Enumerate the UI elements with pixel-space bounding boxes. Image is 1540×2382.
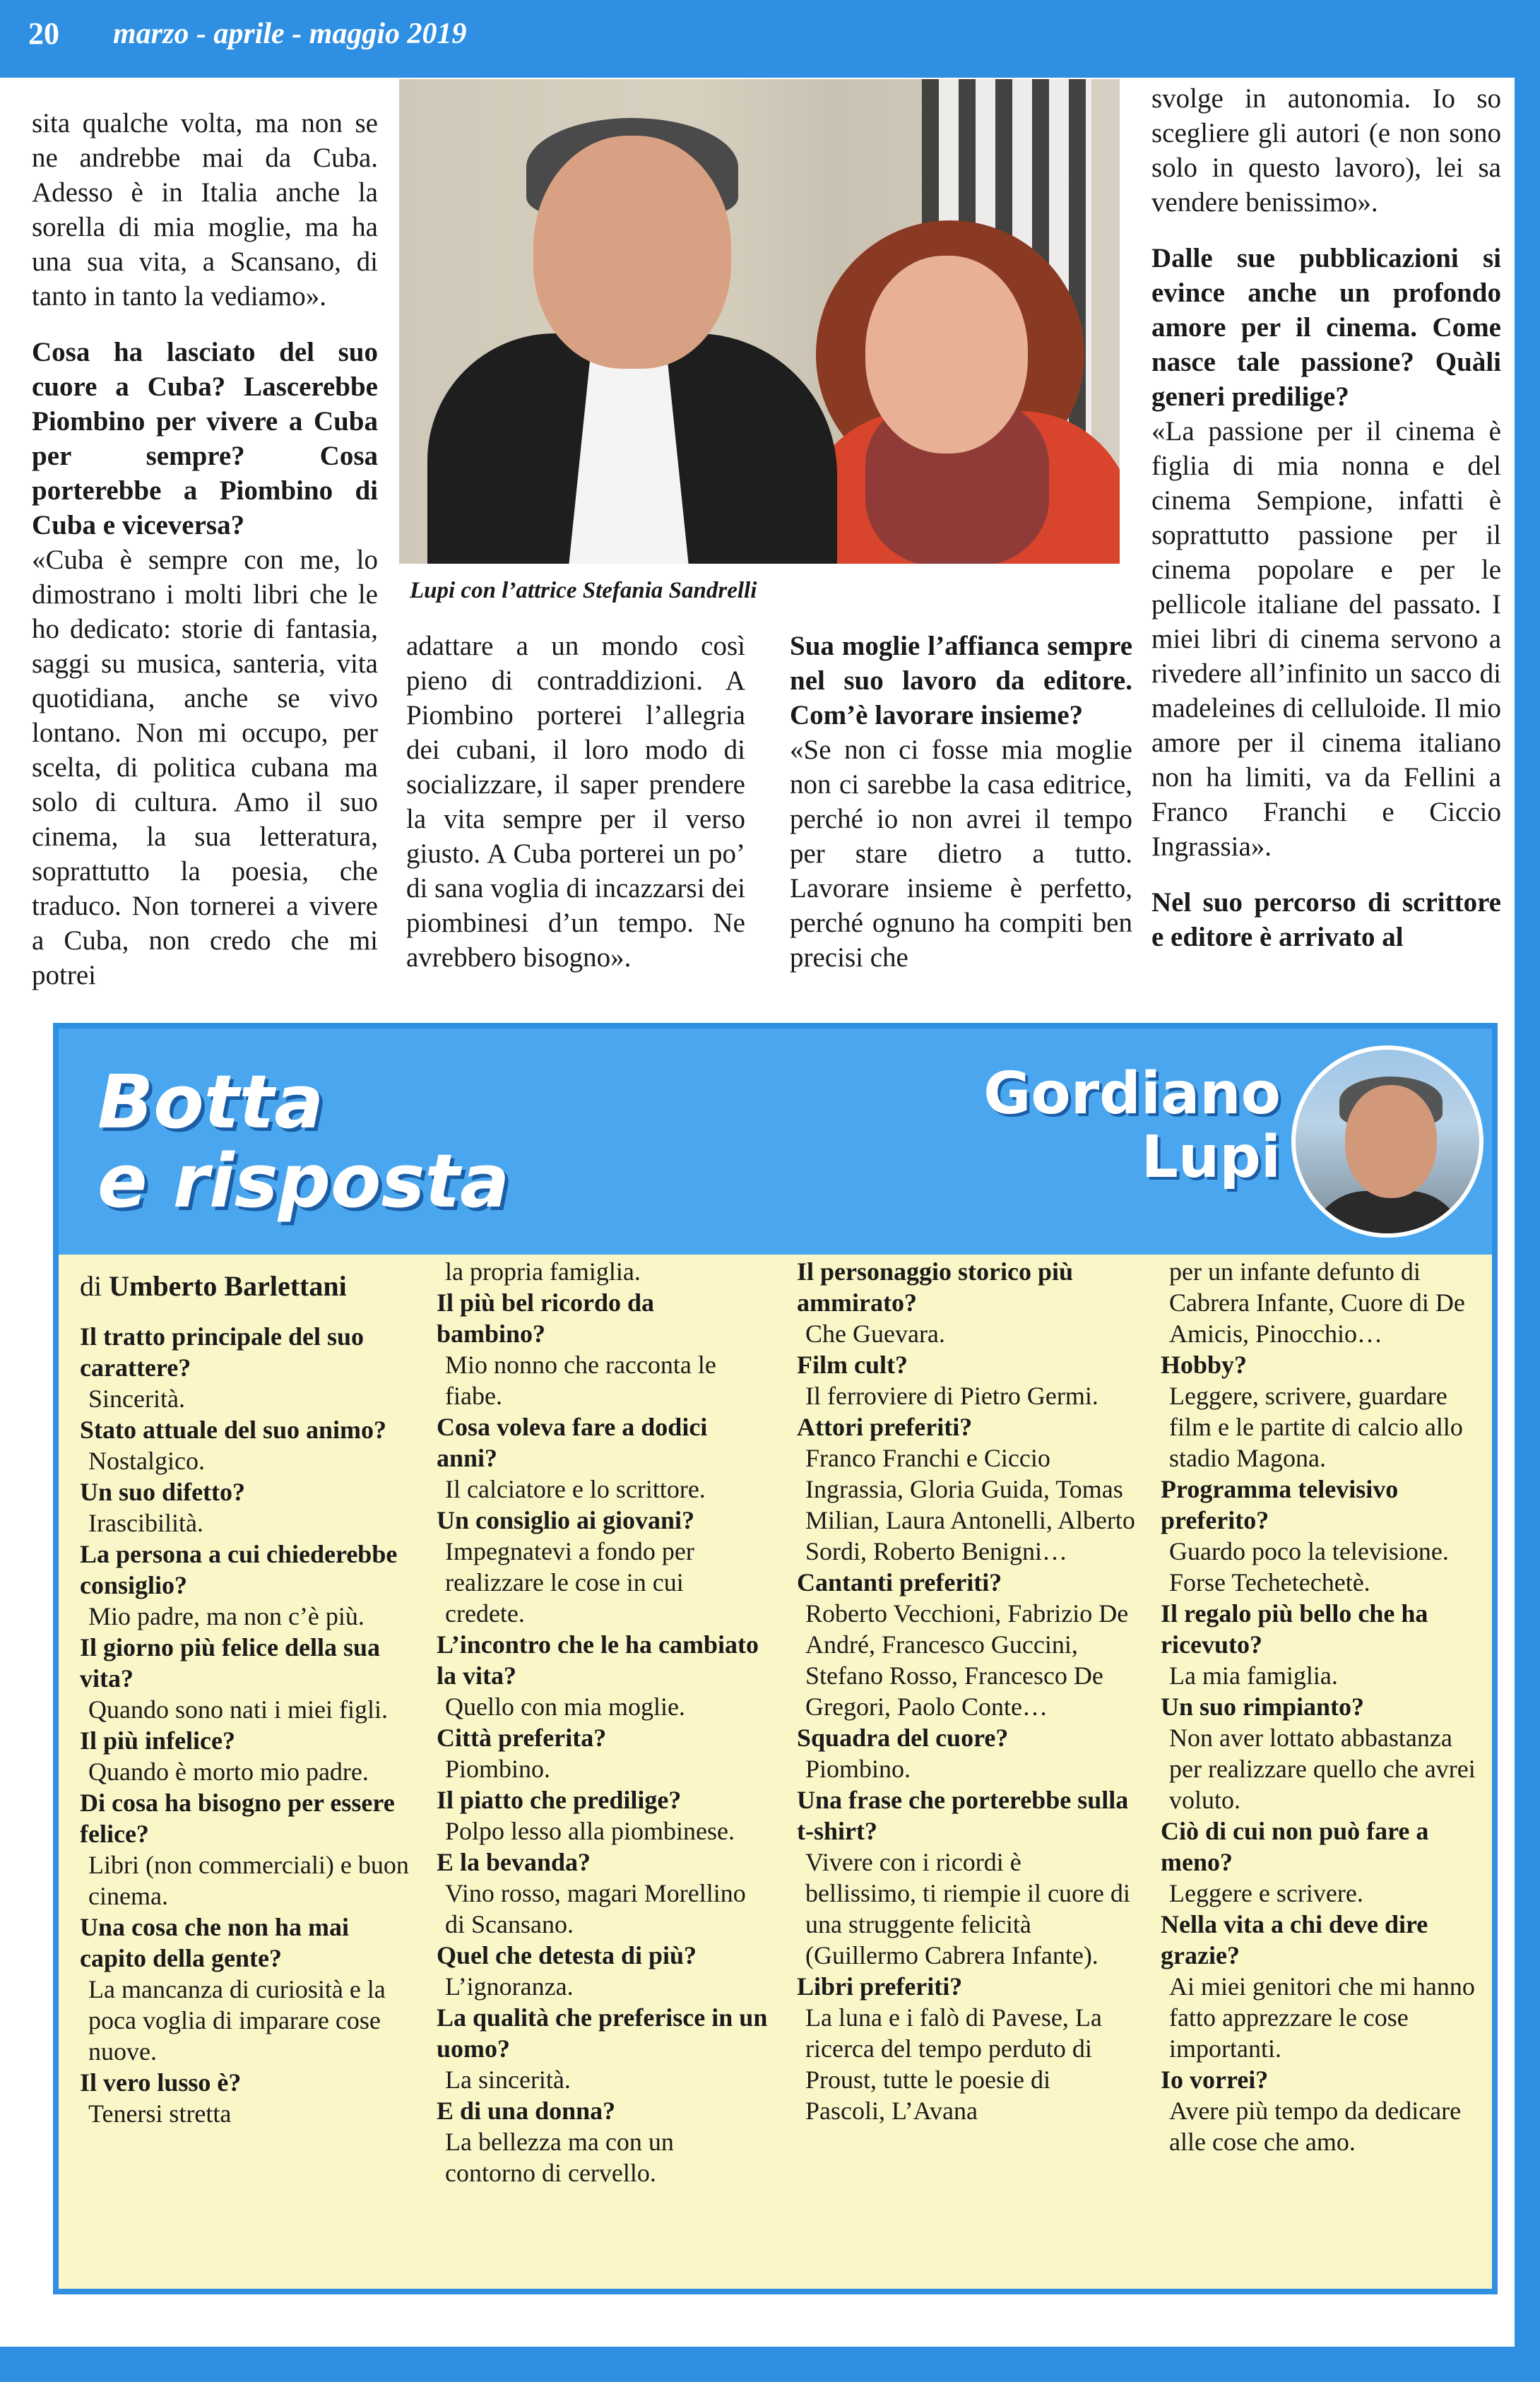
question-text: Film cult? (797, 1351, 908, 1379)
question-text: La qualità che preferisce in un uomo? (437, 2003, 768, 2063)
answer-text: Il calciatore e lo scrittore. (445, 1475, 706, 1503)
answer-text: Il ferroviere di Pietro Germi. (805, 1382, 1098, 1410)
answer-text: Mio padre, ma non c’è più. (88, 1602, 365, 1630)
answer-text: Leggere e scrivere. (1169, 1879, 1363, 1907)
answer-text: per un infante defunto di Cabrera Infante, Cuore di De Amicis, Pinocchio… (1169, 1257, 1465, 1348)
interviewee-name (913, 1062, 1281, 1190)
question-text: Di cosa ha bisogno per essere felice? (80, 1789, 395, 1848)
question-text: Stato attuale del suo animo? (80, 1416, 387, 1444)
answer-text: La sincerità. (445, 2066, 571, 2094)
question-text: Sua moglie l’affianca sempre nel suo lavoro da editore. Com’è lavorare insieme? (790, 631, 1132, 730)
question-text: Un suo difetto? (80, 1478, 246, 1506)
answer-text: Roberto Vecchioni, Fabrizio De André, Francesco Guccini, Stefano Rosso, Francesco De Gregori, Paolo Conte… (805, 1599, 1129, 1721)
page-footer-band (0, 2347, 1540, 2382)
answer-text: Vivere con i ricordi è bellissimo, ti riempie il cuore di una struggente felicità (Guillermo Cabrera Infante). (805, 1848, 1130, 1969)
issue-date: marzo - aprile - maggio 2019 (113, 18, 467, 50)
question-text: Ciò di cui non può fare a meno? (1161, 1817, 1429, 1876)
answer-text: Sincerità. (88, 1385, 185, 1413)
question-text: Il tratto principale del suo carattere? (80, 1322, 364, 1382)
photo-lupi-sandrelli (399, 79, 1120, 564)
photo-caption: Lupi con l’attrice Stefania Sandrelli (410, 578, 757, 603)
answer-text: Vino rosso, magari Morellino di Scansano. (445, 1879, 746, 1938)
question-text: L’incontro che le ha cambiato la vita? (437, 1630, 759, 1690)
answer-text: «La passione per il cinema è figlia di mia nonna e del cinema Sempione, infatti è soprattutto passione per il cinema popolare e per le pellicole italiane del passato. I miei libri di cinema servono a rivedere all’infinito un sacco di madeleines di celluloide. Il mio amore per il cinema italiano non ha limiti, va da Fellini a Franco Franchi e Ciccio Ingrassia». (1151, 416, 1501, 862)
answer-text: La luna e i falò di Pavese, La ricerca del tempo perduto di Proust, tutte le poesie di Pascoli, L’Avana (805, 2003, 1102, 2125)
byline-author: Umberto Barlettani (109, 1270, 347, 1302)
question-text: Dalle sue pubblicazioni si evince anche un profondo amore per il cinema. Come nasce tale passione? Quàli generi predilige? (1151, 243, 1501, 412)
answer-text: Polpo lesso alla piombinese. (445, 1817, 735, 1845)
box-title-line-1: Botta (97, 1059, 324, 1145)
interviewee-last-name: Lupi (1141, 1124, 1281, 1191)
question-text: E di una donna? (437, 2097, 616, 2125)
question-text: Cosa voleva fare a dodici anni? (437, 1413, 708, 1472)
question-text: Il piatto che predilige? (437, 1786, 682, 1814)
interviewee-first-name: Gordiano (983, 1060, 1281, 1127)
question-text: Una frase che porterebbe sulla t-shirt? (797, 1786, 1129, 1845)
answer-text: Irascibilità. (88, 1509, 203, 1537)
question-text: Il personaggio storico più ammirato? (797, 1257, 1074, 1317)
question-text: Il regalo più bello che ha ricevuto? (1161, 1599, 1428, 1659)
answer-text: Impegnatevi a fondo per realizzare le cose in cui credete. (445, 1537, 694, 1628)
answer-text: Quando sono nati i miei figli. (88, 1695, 388, 1724)
question-text: Nel suo percorso di scrittore e editore è arrivato al (1151, 887, 1501, 952)
article-column-4 (1151, 81, 1501, 954)
page-edge-band (1515, 0, 1540, 2382)
answer-text: Franco Franchi e Ciccio Ingrassia, Gloria Guida, Tomas Milian, Laura Antonelli, Alberto Sordi, Roberto Benigni… (805, 1444, 1135, 1565)
question-text: E la bevanda? (437, 1848, 591, 1876)
answer-text: Nostalgico. (88, 1447, 205, 1475)
answer-text: «Cuba è sempre con me, lo dimostrano i molti libri che le ho dedicato: storie di fantasia, saggi su musica, santeria, vita quotidiana, anche se vivo lontano. Non mi occupo, per scelta, di politica cubana ma solo di cultura. Amo il suo cinema, la sua letteratura, soprattutto la poesia, che traduco. Non tornerei a vivere a Cuba, non credo che mi potrei (32, 545, 378, 990)
box-title (97, 1059, 510, 1224)
question-text: Squadra del cuore? (797, 1724, 1009, 1752)
page-header-bar (0, 0, 1540, 78)
question-text: Cantanti preferiti? (797, 1568, 1002, 1596)
question-text: Nella vita a chi deve dire grazie? (1161, 1910, 1428, 1969)
question-text: Io vorrei? (1161, 2066, 1269, 2094)
box-title-line-2: e risposta (97, 1138, 510, 1224)
answer-text: Non aver lottato abbastanza per realizzare quello che avrei voluto. (1169, 1724, 1476, 1814)
answer-text: La mia famiglia. (1169, 1661, 1338, 1690)
interviewee-avatar (1291, 1045, 1483, 1238)
answer-text: adattare a un mondo così pieno di contraddizioni. A Piombino porterei l’allegria dei cubani, il loro modo di socializzare, il saper prendere la vita sempre per il verso giusto. A Cuba porterei un po’ di sana voglia di incazzarsi dei piombinesi d’un tempo. Ne avrebbero bisogno». (406, 631, 745, 973)
answer-text: la propria famiglia. (445, 1257, 641, 1286)
question-text: Programma televisivo preferito? (1161, 1475, 1399, 1534)
answer-text: Piombino. (805, 1755, 911, 1783)
answer-text: L’ignoranza. (445, 1972, 574, 2001)
question-text: Un consiglio ai giovani? (437, 1506, 695, 1534)
answer-text: Leggere, scrivere, guardare film e le partite di calcio allo stadio Magona. (1169, 1382, 1463, 1472)
question-text: Cosa ha lasciato del suo cuore a Cuba? Lascerebbe Piombino per vivere a Cuba per sempre? Cosa porterebbe a Piombino di Cuba e viceversa? (32, 337, 378, 540)
question-text: Città preferita? (437, 1724, 607, 1752)
answer-text: sita qualche volta, ma non se ne andrebbe mai da Cuba. Adesso è in Italia anche la sorella di mia moglie, ma ha una sua vita, a Scansano, di tanto in tanto la vediamo». (32, 108, 378, 312)
question-text: Il più bel ricordo da bambino? (437, 1288, 655, 1348)
question-text: Il più infelice? (80, 1726, 236, 1755)
box-header (59, 1029, 1492, 1255)
answer-text: svolge in autonomia. Io so scegliere gli autori (e non sono solo in questo lavoro), lei sa vendere benissimo». (1151, 83, 1501, 218)
article-column-3 (790, 629, 1132, 975)
answer-text: Che Guevara. (805, 1320, 945, 1348)
botta-e-risposta-box (53, 1023, 1498, 2294)
question-text: Attori preferiti? (797, 1413, 973, 1441)
byline (80, 1269, 419, 1304)
qa-column-2 (437, 1256, 769, 2188)
question-text: Una cosa che non ha mai capito della gente? (80, 1913, 350, 1972)
page-number: 20 (28, 16, 59, 51)
qa-column-1 (80, 1269, 419, 2129)
article-column-2 (406, 629, 745, 975)
qa-column-4 (1161, 1256, 1486, 2157)
article-column-1 (32, 106, 378, 992)
answer-text: Tenersi stretta (88, 2099, 232, 2128)
answer-text: Guardo poco la televisione. Forse Techetechetè. (1169, 1537, 1449, 1596)
answer-text: Ai miei genitori che mi hanno fatto apprezzare le cose importanti. (1169, 1972, 1475, 2063)
answer-text: «Se non ci fosse mia moglie non ci sarebbe la casa editrice, perché io non avrei il tempo per stare dietro a tutto. Lavorare insieme è perfetto, perché ognuno ha compiti ben precisi che (790, 735, 1132, 973)
answer-text: Piombino. (445, 1755, 551, 1783)
question-text: La persona a cui chiederebbe consiglio? (80, 1540, 398, 1599)
answer-text: La mancanza di curiosità e la poca voglia di imparare cose nuove. (88, 1975, 386, 2066)
question-text: Libri preferiti? (797, 1972, 963, 2001)
answer-text: La bellezza ma con un contorno di cervello. (445, 2128, 674, 2187)
answer-text: Mio nonno che racconta le fiabe. (445, 1351, 716, 1410)
qa-column-3 (797, 1256, 1136, 2126)
question-text: Il vero lusso è? (80, 2068, 242, 2097)
question-text: Quel che detesta di più? (437, 1941, 697, 1969)
question-text: Hobby? (1161, 1351, 1248, 1379)
answer-text: Libri (non commerciali) e buon cinema. (88, 1851, 409, 1910)
answer-text: Quello con mia moglie. (445, 1693, 685, 1721)
question-text: Un suo rimpianto? (1161, 1693, 1365, 1721)
question-text: Il giorno più felice della sua vita? (80, 1633, 381, 1693)
answer-text: Quando è morto mio padre. (88, 1758, 369, 1786)
answer-text: Avere più tempo da dedicare alle cose che amo. (1169, 2097, 1462, 2156)
byline-prefix: di (80, 1270, 102, 1302)
